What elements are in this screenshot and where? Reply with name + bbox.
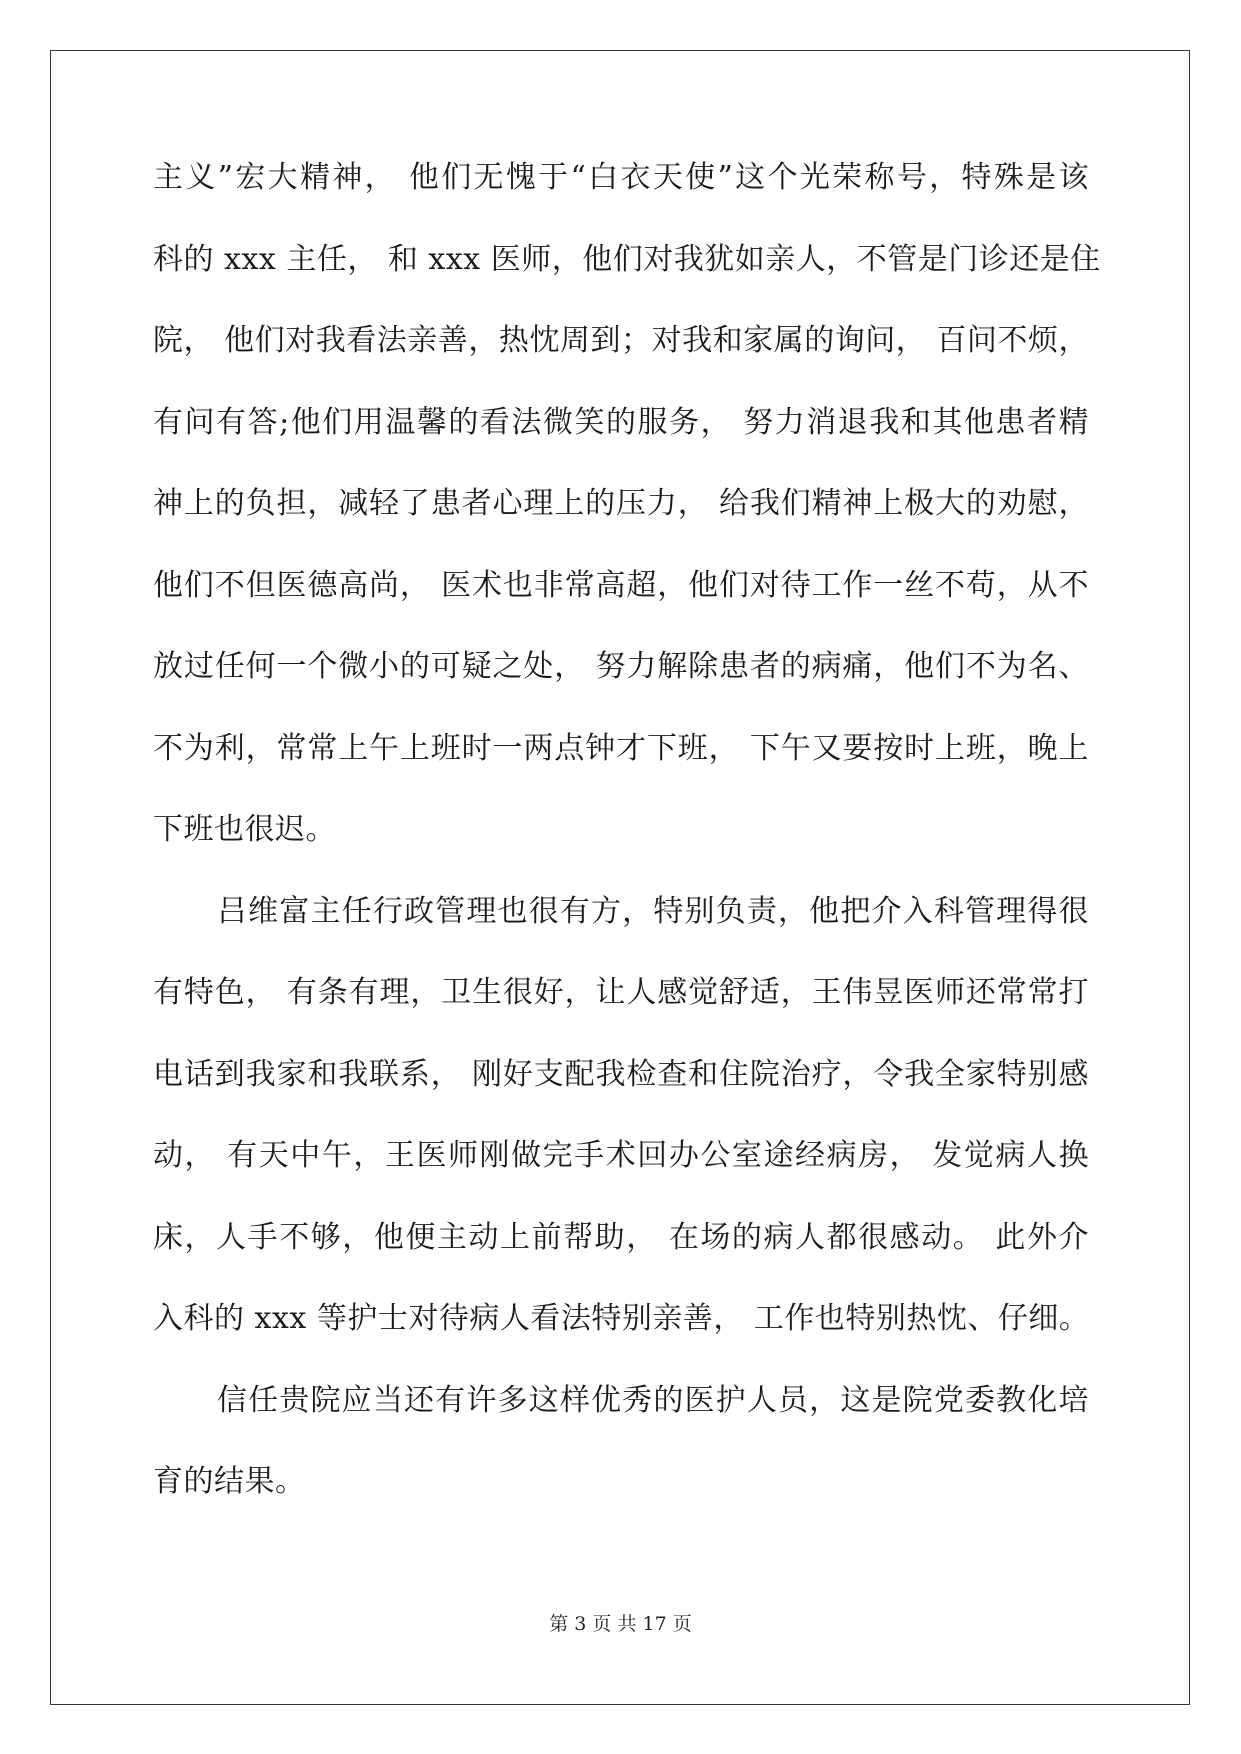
document-body [153, 158, 1101, 1544]
text-line: 有问有答;他们用温馨的看法微笑的服务， 努力消退我和其他患者精 [153, 404, 1089, 440]
text-line: 下班也很迟。 [153, 812, 336, 847]
text-line: 院， 他们对我看法亲善，热忱周到；对我和家属的询问， 百问不烦， [153, 323, 1089, 358]
paragraph-first-line: 信任贵院应当还有许多这样优秀的医护人员，这是院党委教化培 [217, 1382, 1089, 1418]
text-line: 育的结果。 [153, 1464, 306, 1499]
paragraph-first-line: 吕维富主任行政管理也很有方，特别负责，他把介入科管理得很 [217, 893, 1089, 929]
text-line: 放过任何一个微小的可疑之处， 努力解除患者的病痛，他们不为名、 [153, 649, 1089, 684]
text-line: 电话到我家和我联系， 刚好支配我检查和住院治疗，令我全家特别感 [153, 1056, 1089, 1092]
text-line: 床，人手不够，他便主动上前帮助， 在场的病人都很感动。 此外介 [153, 1219, 1089, 1255]
text-line: 科的 xxx 主任， 和 xxx 医师，他们对我犹如亲人，不管是门诊还是住 [153, 241, 1101, 277]
text-line: 主义”宏大精神， 他们无愧于“白衣天使”这个光荣称号，特殊是该 [153, 160, 1089, 195]
text-line: 入科的 xxx 等护士对待病人看法特别亲善， 工作也特别热忱、仔细。 [153, 1301, 1090, 1336]
text-line: 神上的负担，减轻了患者心理上的压力， 给我们精神上极大的劝慰， [153, 486, 1089, 521]
text-line: 他们不但医德高尚， 医术也非常高超，他们对待工作一丝不苟，从不 [153, 567, 1089, 603]
page-number: 第 3 页 共 17 页 [549, 1613, 692, 1635]
text-line: 有特色， 有条有理，卫生很好，让人感觉舒适，王伟昱医师还常常打 [153, 975, 1089, 1010]
text-line: 动， 有天中午，王医师刚做完手术回办公室途经病房， 发觉病人换 [153, 1138, 1089, 1173]
text-line: 不为利，常常上午上班时一两点钟才下班， 下午又要按时上班，晚上 [153, 730, 1089, 766]
